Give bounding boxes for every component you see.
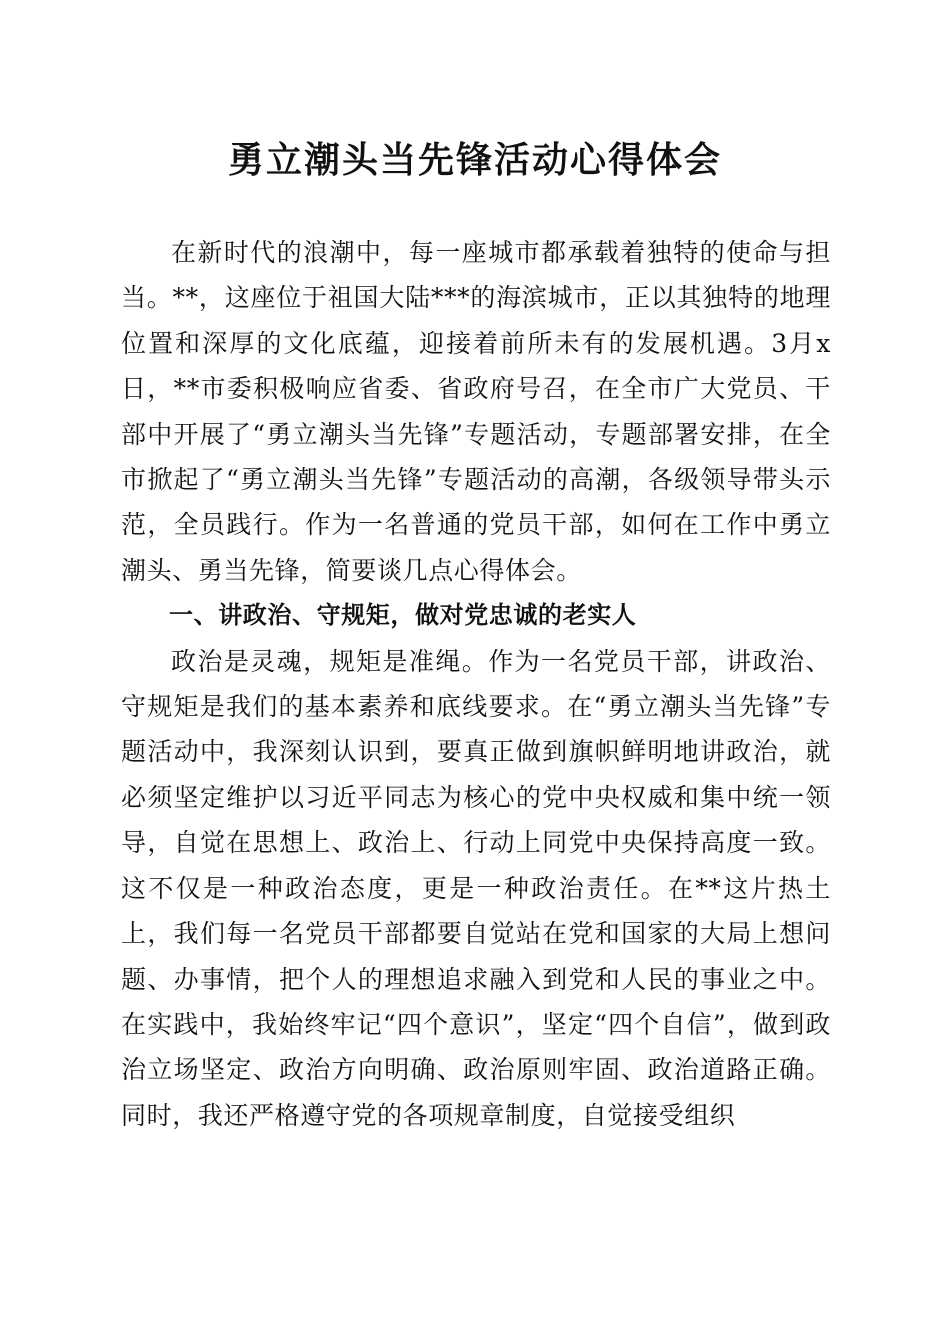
section-paragraph: 政治是灵魂，规矩是准绳。作为一名党员干部，讲政治、守规矩是我们的基本素养和底线要求。在“勇立潮头当先锋”专题活动中，我深刻认识到，要真正做到旗帜鲜明地讲政治，就必须坚定维护以习近平同志为核心的党中央权威和集中统一领导，自觉在思想上、政治上、行动上同党中央保持高度一致。这不仅是一种政治态度，更是一种政治责任。在**这片热土上，我们每一名党员干部都要自觉站在党和国家的大局上想问题、办事情，把个人的理想追求融入到党和人民的事业之中。在实践中，我始终牢记“四个意识”，坚定“四个自信”，做到政治立场坚定、政治方向明确、政治原则牢固、政治道路正确。同时，我还严格遵守党的各项规章制度，自觉接受组织 <box>121 646 831 1130</box>
section-heading: 一、讲政治、守规矩，做对党忠诚的老实人 <box>169 601 637 630</box>
document-body <box>121 230 831 1138</box>
document-title: 勇立潮头当先锋活动心得体会 <box>227 139 722 181</box>
intro-paragraph: 在新时代的浪潮中，每一座城市都承载着独特的使命与担当。**，这座位于祖国大陆***的海滨城市，正以其独特的地理位置和深厚的文化底蕴，迎接着前所未有的发展机遇。3月x日，**市委积极响应省委、省政府号召，在全市广大党员、干部中开展了“勇立潮头当先锋”专题活动，专题部署安排，在全市掀起了“勇立潮头当先锋”专题活动的高潮，各级领导带头示范，全员践行。作为一名普通的党员干部，如何在工作中勇立潮头、勇当先锋，简要谈几点心得体会。 <box>121 238 831 585</box>
